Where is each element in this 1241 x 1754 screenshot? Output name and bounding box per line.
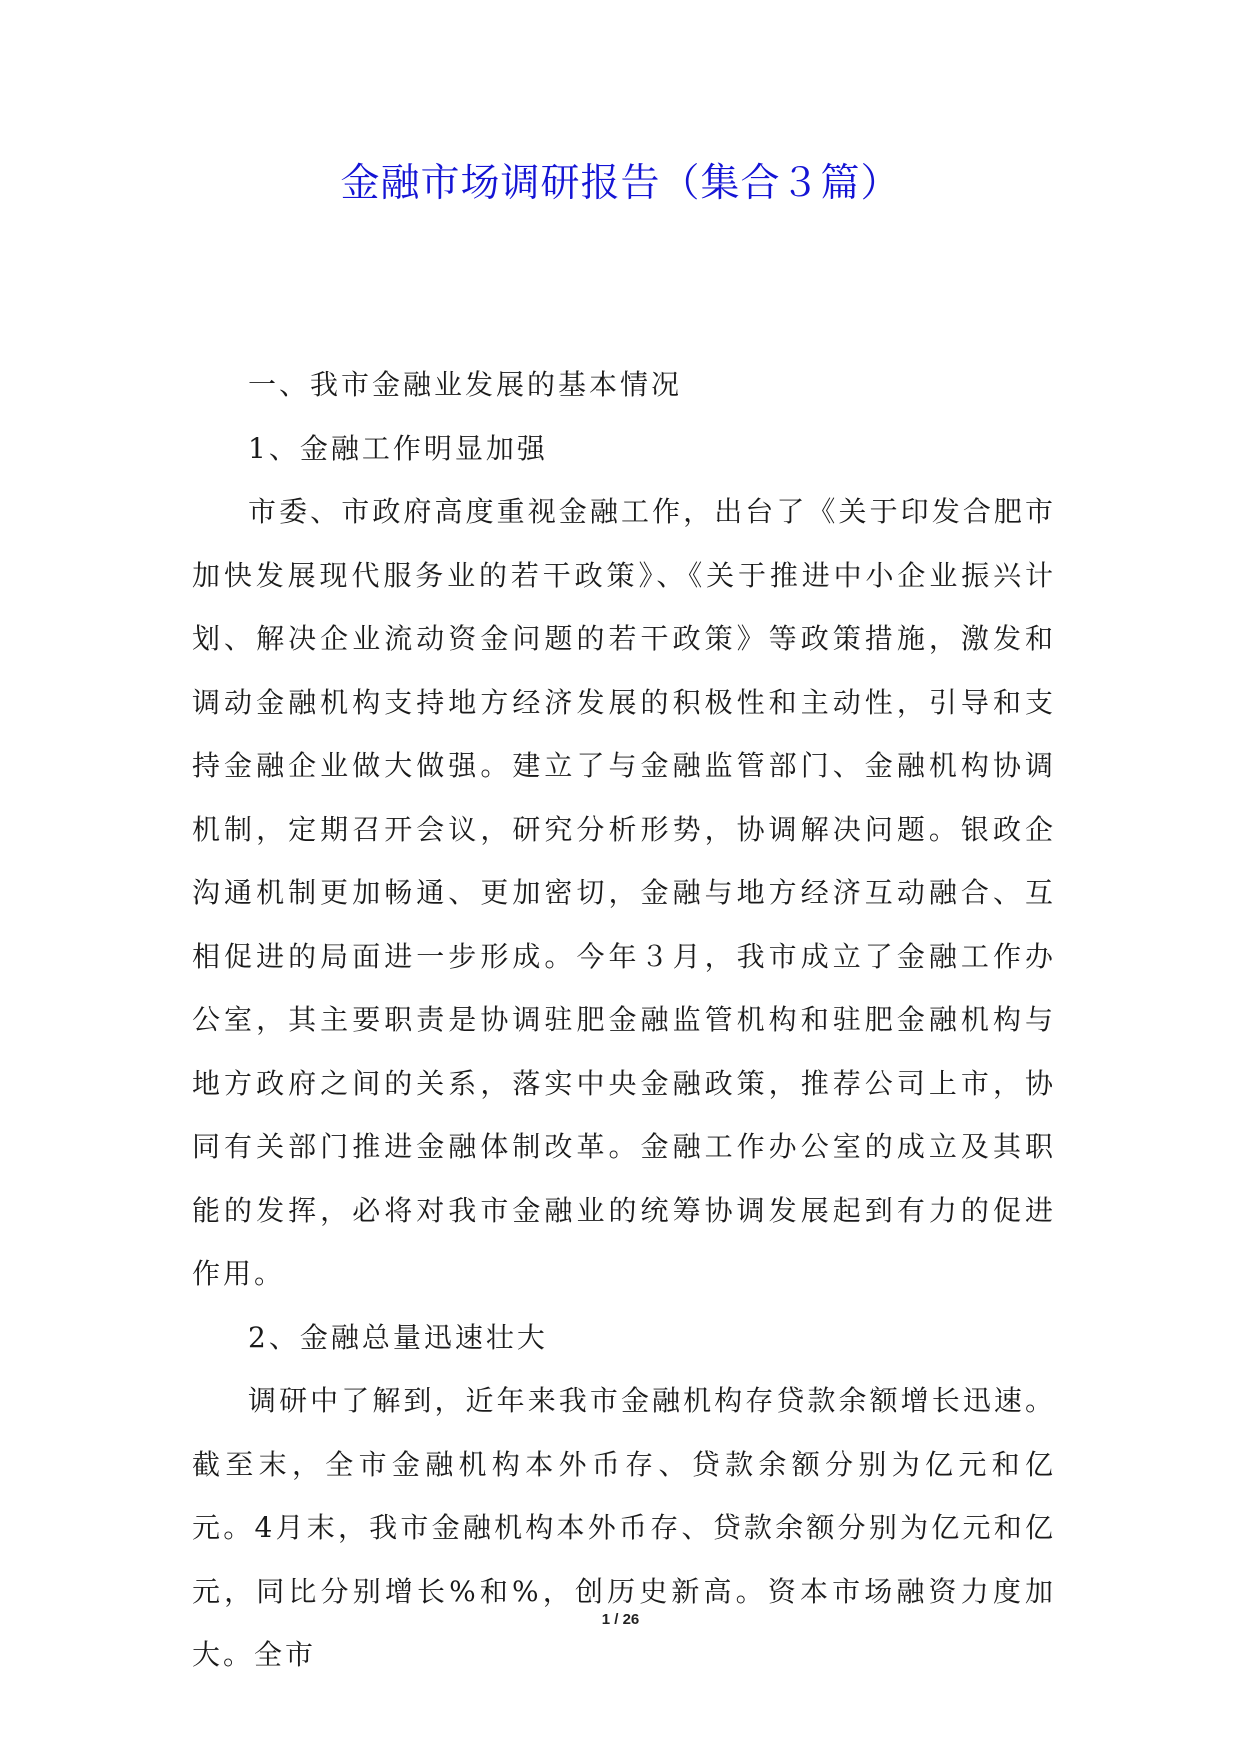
document-title: 金融市场调研报告（集合３篇） [340,161,901,206]
section-heading: 一、我市金融业发展的基本情况 [248,368,683,401]
page-number: 1 / 26 [601,1611,640,1628]
body-paragraph: 调研中了解到，近年来我市金融机构存贷款余额增长迅速。截至末，全市金融机构本外币存、贷款余额分别为亿元和亿元。4月末，我市金融机构本外币存、贷款余额分别为亿元和亿元，同比分别增长%和%，创历史新高。资本市场融资力度加大。全市 [192,1384,1056,1671]
subsection-heading: 1、金融工作明显加强 [248,431,548,465]
body-paragraph: 市委、市政府高度重视金融工作，出台了《关于印发合肥市加快发展现代服务业的若干政策》、《关于推进中小企业振兴计划、解决企业流动资金问题的若干政策》等政策措施，激发和调动金融机构支持地方经济发展的积极性和主动性，引导和支持金融企业做大做强。建立了与金融监管部门、金融机构协调机制，定期召开会议，研究分析形势，协调解决问题。银政企沟通机制更加畅通、更加密切，金融与地方经济互动融合、互相促进的局面进一步形成。今年３月，我市成立了金融工作办公室，其主要职责是协调驻肥金融监管机构和驻肥金融机构与地方政府之间的关系，落实中央金融政策，推荐公司上市，协同有关部门推进金融体制改革。金融工作办公室的成立及其职能的发挥，必将对我市金融业的统筹协调发展起到有力的促进作用。 [192,495,1056,1290]
subsection-heading: 2、金融总量迅速壮大 [248,1320,548,1354]
document-body [192,353,1056,1687]
